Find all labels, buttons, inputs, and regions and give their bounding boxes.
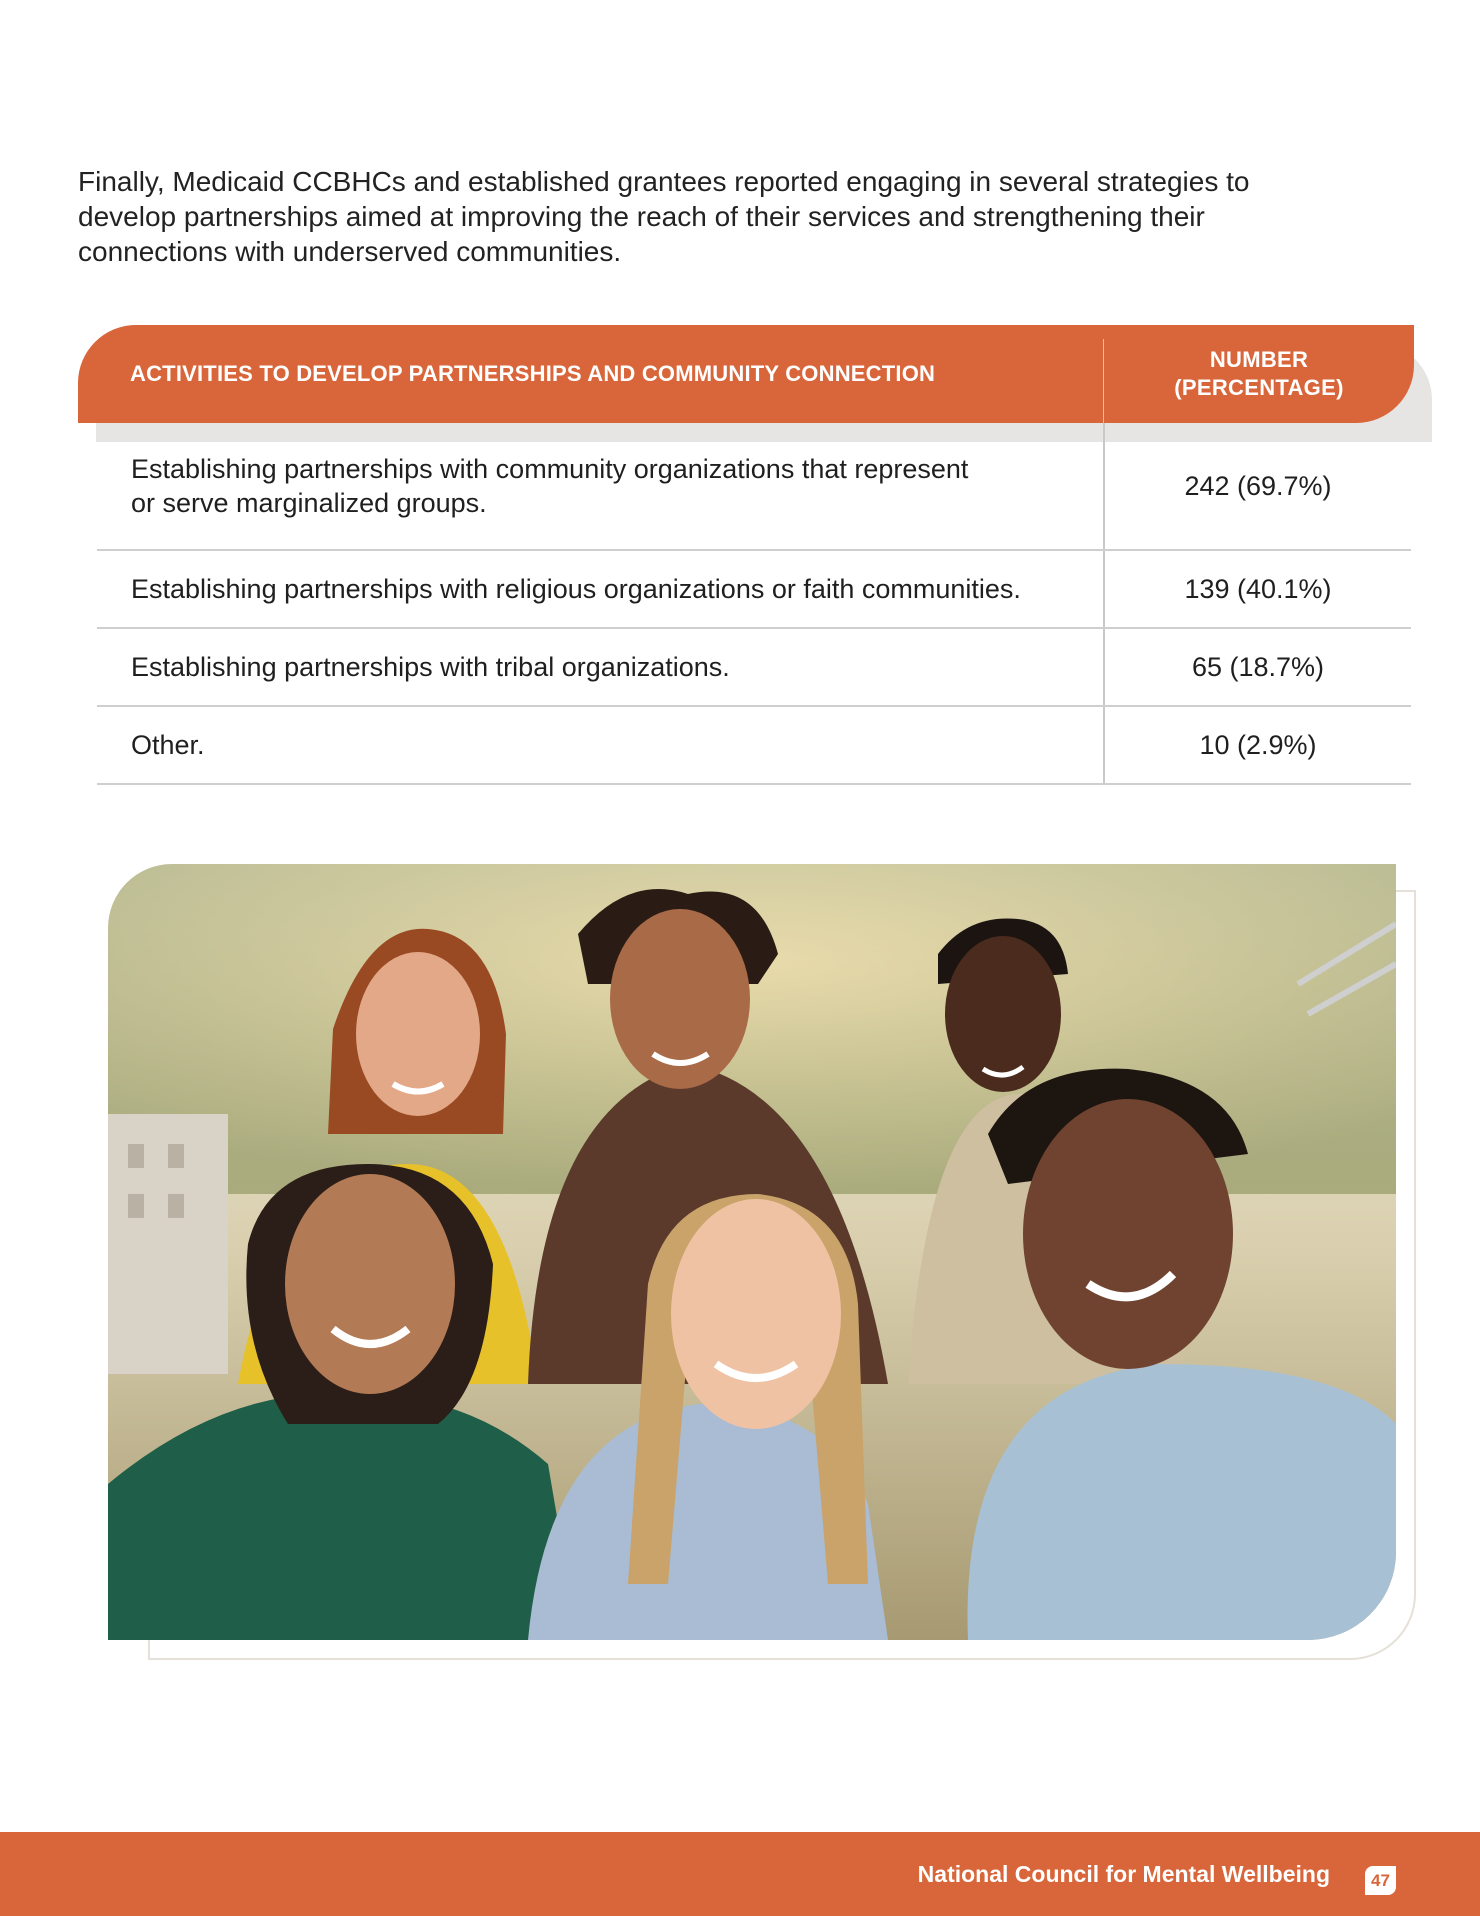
activity-cell: Establishing partnerships with religious organizations or faith communities.: [131, 574, 1021, 604]
header-activities: ACTIVITIES TO DEVELOP PARTNERSHIPS AND COMMUNITY CONNECTION: [130, 361, 936, 386]
value-cell: 139 (40.1%): [1184, 573, 1332, 604]
activity-cell: Establishing partnerships with tribal organizations.: [131, 652, 730, 682]
value-cell: 242 (69.7%): [1184, 470, 1332, 501]
group-photo: [108, 864, 1396, 1640]
footer-org-name: National Council for Mental Wellbeing: [917, 1860, 1330, 1887]
activity-cell: Other.: [131, 730, 205, 760]
activity-cell: [131, 423, 1031, 549]
table-row: [97, 423, 1411, 551]
header-number-line1: NUMBER: [1209, 347, 1309, 372]
table-row: [97, 707, 1411, 785]
table-row: [97, 551, 1411, 629]
table-header: [78, 325, 1414, 423]
value-cell: 65 (18.7%): [1191, 651, 1325, 682]
activity-line: or serve marginalized groups.: [131, 488, 487, 518]
table-row: [97, 629, 1411, 707]
activity-line: Establishing partnerships with community organizations that represent: [131, 454, 969, 484]
intro-paragraph: Finally, Medicaid CCBHCs and established grantees reported engaging in several strategies to develop partnerships aimed at improving the reach of their services and strengthening their connections with underserved communities.: [78, 166, 1250, 267]
header-number-line2: (PERCENTAGE): [1174, 375, 1344, 400]
page-number: 47: [1365, 1866, 1396, 1895]
footer-bar: [0, 1832, 1480, 1916]
value-cell: 10 (2.9%): [1199, 729, 1317, 760]
header-number: [1104, 325, 1414, 423]
